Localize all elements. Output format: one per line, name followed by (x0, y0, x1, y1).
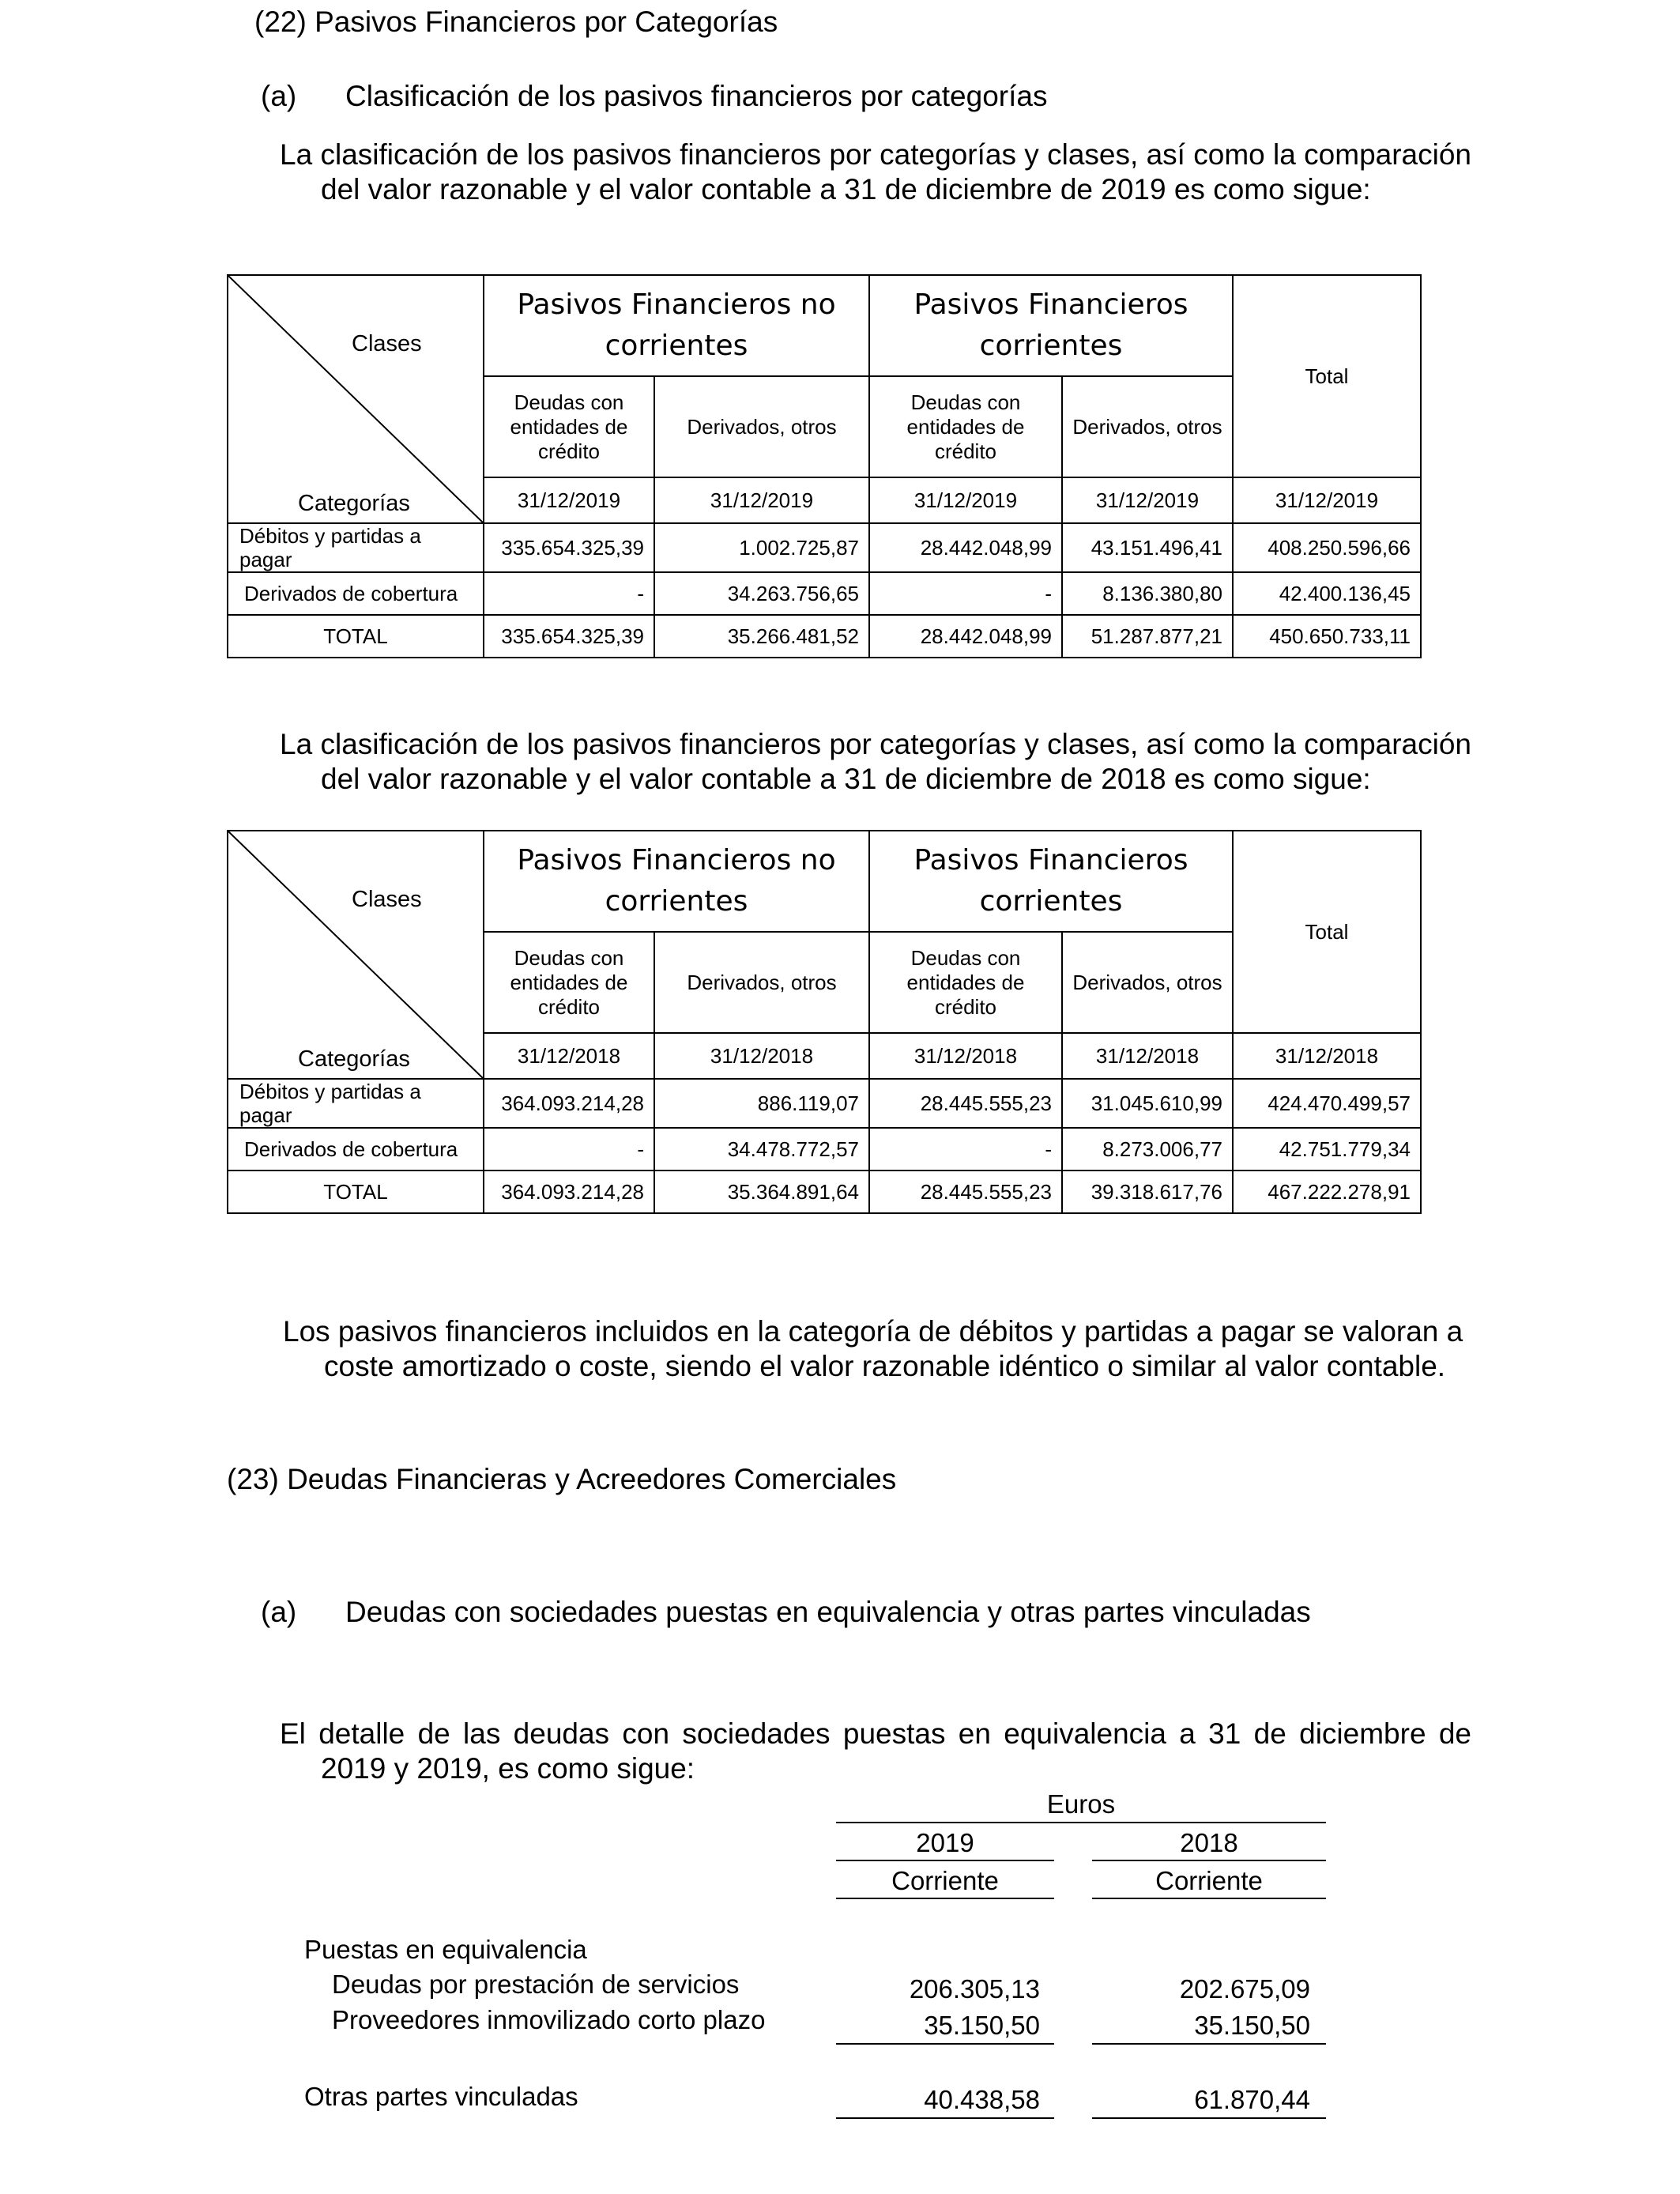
value-cell: 28.442.048,99 (869, 523, 1062, 572)
group-label: Puestas en equivalencia (304, 1935, 587, 1964)
clases-label: Clases (352, 331, 422, 356)
row-label: Derivados de cobertura (228, 1128, 484, 1171)
year-2018-header: 2018 (1180, 1828, 1238, 1857)
date-cell: 31/12/2019 (484, 477, 654, 523)
categorias-label: Categorías (298, 1046, 410, 1072)
value-cell: 886.119,07 (654, 1079, 869, 1128)
row-label: TOTAL (228, 615, 484, 658)
col-derivados-nc: Derivados, otros (654, 932, 869, 1033)
row-label: Proveedores inmovilizado corto plazo (332, 2005, 766, 2034)
value-cell: 408.250.596,66 (1233, 523, 1421, 572)
value-cell: 28.445.555,23 (869, 1079, 1062, 1128)
value-cell: 8.273.006,77 (1062, 1128, 1233, 1171)
total-header: Total (1233, 275, 1421, 477)
divider (836, 2043, 1054, 2045)
value-2018: 202.675,09 (1179, 1974, 1310, 2004)
date-cell: 31/12/2018 (1062, 1033, 1233, 1079)
value-cell: 42.400.136,45 (1233, 572, 1421, 615)
intro-2019-paragraph: La clasificación de los pasivos financieros por categorías y clases, así como la comparación del valor razonable y el valor contable a 31 de diciembre de 2019 es como sigue: (280, 138, 1471, 205)
note-23-heading: (23) Deudas Financieras y Acreedores Comerciales (227, 1463, 897, 1495)
divider (836, 1822, 1326, 1823)
note-22-heading: (22) Pasivos Financieros por Categorías (254, 6, 778, 38)
value-cell: 35.266.481,52 (654, 615, 869, 658)
divider (1092, 2117, 1326, 2119)
row-label: Otras partes vinculadas (304, 2082, 578, 2111)
value-cell: 43.151.496,41 (1062, 523, 1233, 572)
table-2019 (227, 274, 1422, 658)
value-cell: 8.136.380,80 (1062, 572, 1233, 615)
note-23-intro: El detalle de las deudas con sociedades puestas en equivalencia a 31 de diciembre de 2019 y 2019, es como sigue: (280, 1717, 1471, 1785)
value-cell: 28.445.555,23 (869, 1171, 1062, 1213)
intro-2018-paragraph: La clasificación de los pasivos financieros por categorías y clases, así como la comparación del valor razonable y el valor contable a 31 de diciembre de 2018 es como sigue: (280, 728, 1471, 795)
group-header-current: Pasivos Financieros corrientes (869, 275, 1233, 376)
table-2018 (227, 830, 1422, 1214)
note-23-sub-title: Deudas con sociedades puestas en equivalencia y otras partes vinculadas (345, 1596, 1311, 1628)
value-cell: 1.002.725,87 (654, 523, 869, 572)
value-2018: 35.150,50 (1194, 2011, 1310, 2040)
date-cell: 31/12/2018 (869, 1033, 1062, 1079)
value-cell: 364.093.214,28 (484, 1079, 654, 1128)
value-cell: 28.442.048,99 (869, 615, 1062, 658)
note-22-sub-title: Clasificación de los pasivos financieros por categorías (345, 80, 1048, 112)
col-deudas-nc: Deudas con entidades de crédito (484, 932, 654, 1033)
diagonal-divider (228, 276, 484, 524)
col-deudas-c: Deudas con entidades de crédito (869, 932, 1062, 1033)
corner-cell (228, 275, 484, 523)
date-cell: 31/12/2018 (654, 1033, 869, 1079)
divider (1092, 2043, 1326, 2045)
divider (836, 1898, 1054, 1899)
value-cell: 34.263.756,65 (654, 572, 869, 615)
value-2019: 35.150,50 (924, 2011, 1040, 2040)
table-row (228, 572, 1421, 615)
date-cell: 31/12/2019 (869, 477, 1062, 523)
date-cell: 31/12/2018 (484, 1033, 654, 1079)
date-cell: 31/12/2019 (1233, 477, 1421, 523)
total-header: Total (1233, 831, 1421, 1033)
row-label: Derivados de cobertura (228, 572, 484, 615)
row-label: Débitos y partidas a pagar (228, 1079, 484, 1128)
col-derivados-c: Derivados, otros (1062, 376, 1233, 477)
table-row (228, 1079, 1421, 1128)
row-label: TOTAL (228, 1171, 484, 1213)
currency-header: Euros (1046, 1789, 1116, 1819)
corner-cell (228, 831, 484, 1079)
col-deudas-c: Deudas con entidades de crédito (869, 376, 1062, 477)
value-cell: - (484, 572, 654, 615)
divider (836, 1860, 1054, 1861)
table-row-total (228, 615, 1421, 658)
row-label: Deudas por prestación de servicios (332, 1970, 740, 1999)
value-cell: 424.470.499,57 (1233, 1079, 1421, 1128)
diagonal-divider (228, 831, 484, 1080)
table-row-total (228, 1171, 1421, 1213)
value-2018: 61.870,44 (1194, 2085, 1310, 2114)
value-cell: 39.318.617,76 (1062, 1171, 1233, 1213)
col-deudas-nc: Deudas con entidades de crédito (484, 376, 654, 477)
year-2019-header: 2019 (916, 1828, 974, 1857)
divider (836, 2117, 1054, 2119)
value-cell: 42.751.779,34 (1233, 1128, 1421, 1171)
note-23-sub-label: (a) (261, 1596, 297, 1628)
clases-label: Clases (352, 887, 422, 912)
col-corriente-2018: Corriente (1155, 1866, 1263, 1895)
note-22-sub-label: (a) (261, 80, 297, 112)
col-corriente-2019: Corriente (891, 1866, 999, 1895)
divider (1092, 1898, 1326, 1899)
value-2019: 206.305,13 (909, 1974, 1040, 2004)
closing-paragraph: Los pasivos financieros incluidos en la categoría de débitos y partidas a pagar se valoran a coste amortizado o coste, siendo el valor razonable idéntico o similar al valor contable. (283, 1315, 1463, 1382)
value-cell: 364.093.214,28 (484, 1171, 654, 1213)
value-cell: 335.654.325,39 (484, 615, 654, 658)
value-cell: - (869, 572, 1062, 615)
value-cell: 450.650.733,11 (1233, 615, 1421, 658)
date-cell: 31/12/2019 (1062, 477, 1233, 523)
group-header-noncurrent: Pasivos Financieros no corrientes (484, 831, 869, 932)
value-cell: 34.478.772,57 (654, 1128, 869, 1171)
date-cell: 31/12/2018 (1233, 1033, 1421, 1079)
value-cell: - (484, 1128, 654, 1171)
categorias-label: Categorías (298, 491, 410, 516)
value-2019: 40.438,58 (924, 2085, 1040, 2114)
value-cell: - (869, 1128, 1062, 1171)
col-derivados-c: Derivados, otros (1062, 932, 1233, 1033)
group-header-current: Pasivos Financieros corrientes (869, 831, 1233, 932)
value-cell: 31.045.610,99 (1062, 1079, 1233, 1128)
col-derivados-nc: Derivados, otros (654, 376, 869, 477)
table-row (228, 1128, 1421, 1171)
value-cell: 51.287.877,21 (1062, 615, 1233, 658)
row-label: Débitos y partidas a pagar (228, 523, 484, 572)
table-row (228, 523, 1421, 572)
divider (1092, 1860, 1326, 1861)
date-cell: 31/12/2019 (654, 477, 869, 523)
value-cell: 467.222.278,91 (1233, 1171, 1421, 1213)
value-cell: 35.364.891,64 (654, 1171, 869, 1213)
group-header-noncurrent: Pasivos Financieros no corrientes (484, 275, 869, 376)
value-cell: 335.654.325,39 (484, 523, 654, 572)
